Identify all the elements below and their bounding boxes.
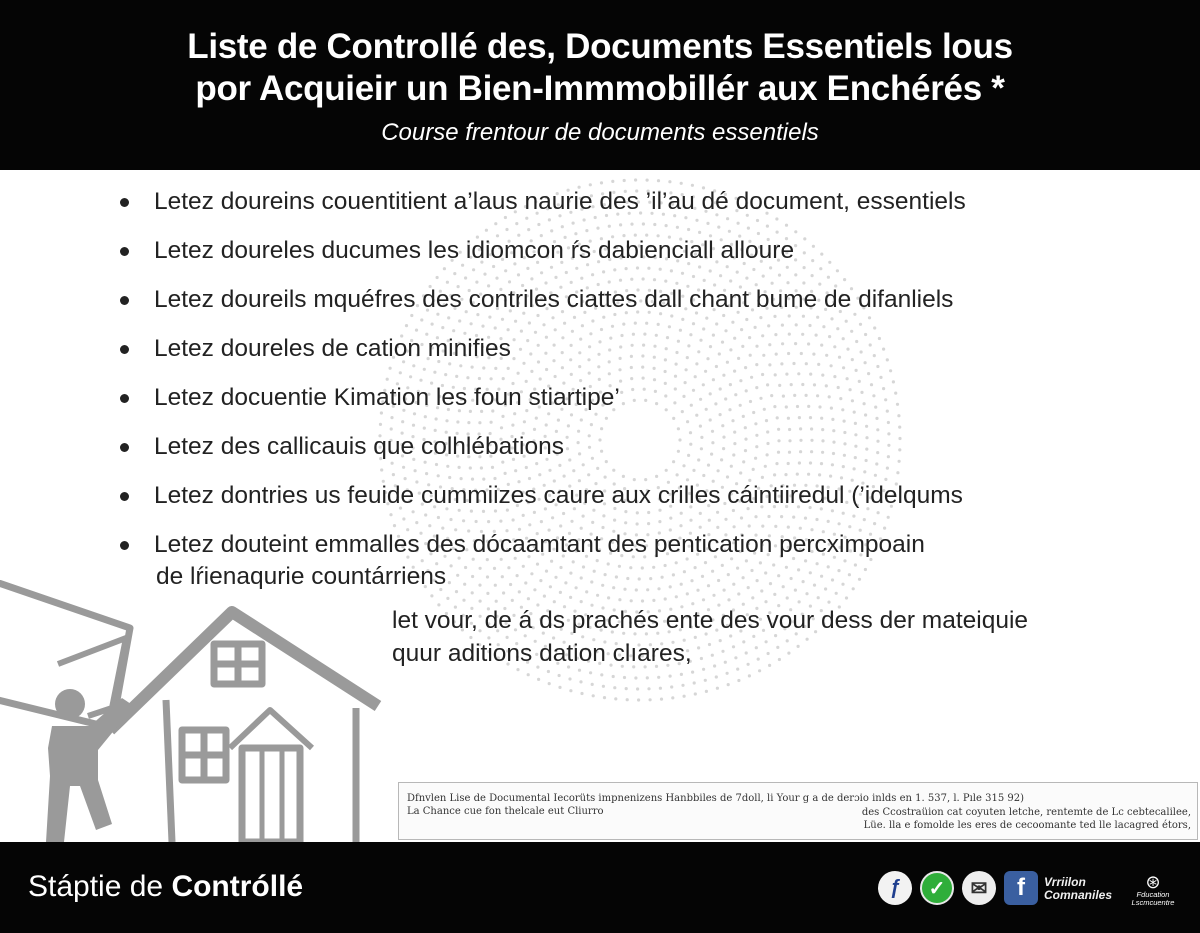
footer-title-bold: Contróllé: [171, 870, 304, 903]
list-item: [118, 431, 1178, 480]
footer-title: [28, 870, 303, 904]
footnote-line1: Dfnvlen Lise de Documental Iecorüts impnenizens Hanbbiles de 7doll, li Your g a de derɔio inlds en 1. 537, l. Pıle 315 92): [407, 793, 1024, 804]
footnote-line2: La Chance cue fon thelcale eut Cliurro: [407, 806, 604, 817]
list-item-text-continued: de lŕienaqurie countárriens: [156, 563, 447, 590]
watermark-dot: [691, 671, 694, 674]
extra-note: [392, 604, 1028, 670]
version-label-line2: Comnaniles: [1044, 888, 1113, 902]
list-item: [118, 382, 1178, 431]
bullet-dot: [120, 492, 129, 501]
seal-icon: ⊛: [1145, 872, 1161, 892]
watermark-dot: [634, 676, 637, 679]
extra-note-line2: quur aditions dation clıares,: [392, 640, 692, 667]
watermark-dot: [680, 673, 683, 676]
watermark-dot: [647, 687, 650, 690]
bullet-dot: [120, 541, 129, 550]
education-label-line1: Fducation: [1136, 890, 1170, 899]
watermark-dot: [600, 181, 603, 184]
footer-bar: [0, 842, 1200, 933]
watermark-dot: [548, 682, 551, 685]
watermark-dot: [694, 692, 697, 695]
bullet-dot: [120, 443, 129, 452]
watermark-dot: [568, 677, 571, 680]
page-subtitle: Course frentour de documents essentiels: [381, 119, 819, 146]
watermark-dot: [569, 689, 572, 692]
list-item-text: Letez docuentie Kimation les foun stiartipe’: [154, 384, 620, 411]
list-item-text: Letez dontries us feuide cummiizes caure aux crilles cáintiiredul (’idelqums: [154, 482, 963, 509]
bullet-dot: [120, 247, 129, 256]
watermark-dot: [748, 674, 751, 677]
watermark-dot: [613, 686, 616, 689]
watermark-dot: [737, 679, 740, 682]
education-badge: [1122, 873, 1184, 907]
watermark-dot: [657, 179, 660, 182]
page-title-line2: por Acquieir un Bien-Immmobillér aux Enchérés *: [195, 69, 1005, 108]
list-item-text: Letez doureles de cation minifies: [154, 335, 511, 362]
footnote-line3: des Ccostraüion cat coyuten letche, rentemte de Lc cebtecalilee,: [861, 807, 1191, 818]
list-item-text: Letez douteint emmalles des dócaamtant des pentication percximpoain: [154, 531, 925, 558]
watermark-dot: [681, 684, 684, 687]
watermark-dot: [659, 687, 662, 690]
list-item: [118, 333, 1178, 382]
watermark-dot: [726, 672, 729, 675]
watermark-dot: [614, 697, 617, 700]
list-item-text: Letez doureins couentitient a’laus naurie des ’il’au dé document, essentiels: [154, 188, 966, 215]
watermark-dot: [660, 698, 663, 701]
watermark-dot: [704, 679, 707, 682]
watermark-dot: [612, 675, 615, 678]
bullet-dot: [120, 394, 129, 403]
watermark-dot: [591, 683, 594, 686]
watermark-dot: [600, 673, 603, 676]
watermark-dot: [537, 678, 540, 681]
footnote-box: [398, 782, 1198, 840]
version-label: [1044, 876, 1112, 902]
watermark-dot: [625, 687, 628, 690]
watermark-dot: [611, 180, 614, 183]
footnote-line4: Lüe. lla e fomolde les eres de cecoomante ted lle lacagred étors,: [863, 820, 1191, 831]
watermark-dot: [705, 690, 708, 693]
mail-icon[interactable]: ✉: [962, 871, 996, 905]
header-banner: [0, 0, 1200, 170]
list-item-text: Letez doureles ducumes les idiomcon ŕs dabienciall alloure: [154, 237, 795, 264]
list-item-text: Letez doureils mquéfres des contriles ciattes dall chant bume de difanliels: [154, 286, 954, 313]
watermark-dot: [579, 680, 582, 683]
watermark-dot: [589, 671, 592, 674]
watermark-dot: [649, 698, 652, 701]
watermark-dot: [637, 698, 640, 701]
bullet-dot: [120, 198, 129, 207]
watermark-dot: [602, 685, 605, 688]
watermark-dot: [715, 675, 718, 678]
watermark-dot: [592, 694, 595, 697]
watermark-dot: [683, 695, 686, 698]
watermark-dot: [646, 179, 649, 182]
facebook-icon[interactable]: f: [1004, 871, 1038, 905]
version-label-line1: Vrriilon: [1044, 875, 1086, 889]
footer-title-regular: Stáptie de: [28, 870, 172, 903]
bullet-dot: [120, 296, 129, 305]
house-door: [242, 748, 300, 842]
watermark-dot: [580, 692, 583, 695]
list-item: [118, 186, 1178, 235]
watermark-dot: [558, 686, 561, 689]
watermark-dot: [527, 673, 530, 676]
list-item-text: Letez des callicauis que colhlébations: [154, 433, 564, 460]
watermark-dot: [727, 683, 730, 686]
list-item: [118, 284, 1178, 333]
watermark-dot: [636, 687, 639, 690]
extra-note-line1: let vour, de á ds prachés ente des vour dess der mateiquie: [392, 607, 1029, 634]
watermark-dot: [716, 687, 719, 690]
bullet-dot: [120, 345, 129, 354]
watermark-dot: [603, 696, 606, 699]
watermark-dot: [646, 676, 649, 679]
house-illustration: [0, 580, 400, 842]
person-figure: [46, 689, 134, 842]
watermark-dot: [623, 179, 626, 182]
watermark-dot: [670, 685, 673, 688]
watermark-dot: [669, 675, 672, 678]
watermark-dot: [634, 178, 637, 181]
watermark-dot: [668, 180, 671, 183]
watermark-dot: [671, 696, 674, 699]
watermark-dot: [657, 676, 660, 679]
f-logo-icon[interactable]: ƒ: [878, 871, 912, 905]
education-label-line2: Lscmcuentre: [1131, 898, 1175, 907]
list-item: [118, 480, 1178, 529]
watermark-dot: [680, 182, 683, 185]
page-title-line1: Liste de Controllé des, Documents Essentiels lous: [187, 27, 1013, 66]
main-content: [0, 170, 1200, 842]
watermark-dot: [626, 698, 629, 701]
watermark-dot: [547, 670, 550, 673]
watermark-dot: [558, 674, 561, 677]
list-item: [118, 235, 1178, 284]
checkmark-icon[interactable]: ✓: [920, 871, 954, 905]
watermark-dot: [693, 681, 696, 684]
checklist: [118, 186, 1178, 609]
watermark-dot: [623, 676, 626, 679]
